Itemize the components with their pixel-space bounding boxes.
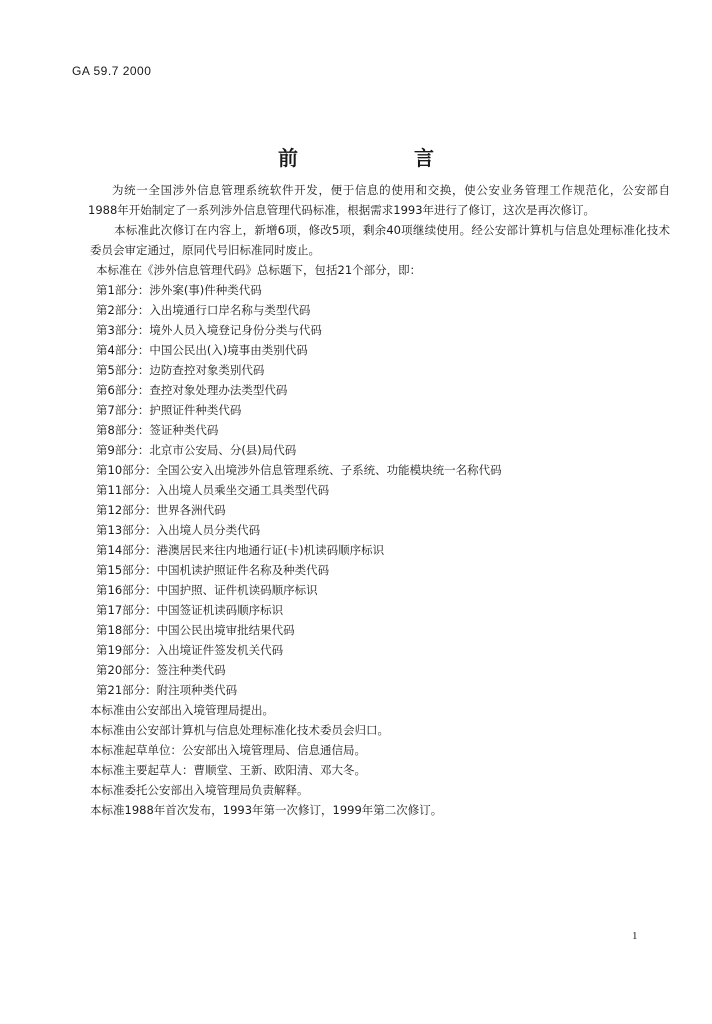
note-line: 本标准起草单位：公安部出入境管理局、信息通信局。 <box>90 743 366 757</box>
part-item: 第10部分：全国公安入出境涉外信息管理系统、子系统、功能模块统一名称代码 <box>96 463 502 477</box>
part-item: 第17部分：中国签证机读码顺序标识 <box>96 603 284 617</box>
part-item: 第12部分：世界各洲代码 <box>96 503 226 517</box>
part-item: 第9部分：北京市公安局、分(县)局代码 <box>96 443 297 457</box>
part-item: 第20部分：签注种类代码 <box>96 663 226 677</box>
document-body <box>90 180 670 820</box>
part-item: 第2部分：入出境通行口岸名称与类型代码 <box>96 303 311 317</box>
note-line: 本标准1988年首次发布，1993年第一次修订，1999年第二次修订。 <box>90 803 443 817</box>
part-item: 第4部分：中国公民出(入)境事由类别代码 <box>96 343 308 357</box>
note-line: 本标准由公安部出入境管理局提出。 <box>90 703 274 717</box>
part-item: 第1部分：涉外案(事)件种类代码 <box>96 283 262 297</box>
preface-paragraph: 为统一全国涉外信息管理系统软件开发，便于信息的使用和交换，使公安业务管理工作规范化，公安部自1988年开始制定了一系列涉外信息管理代码标准，根据需求1993年进行了修订，这次是再次修订。 <box>88 183 670 217</box>
part-item: 第14部分：港澳居民来往内地通行证(卡)机读码顺序标识 <box>96 543 385 557</box>
note-line: 本标准委托公安部出入境管理局负责解释。 <box>90 783 309 797</box>
part-item: 第18部分：中国公民出境审批结果代码 <box>96 623 295 637</box>
parts-intro: 本标准在《涉外信息管理代码》总标题下，包括21个部分，即： <box>96 263 422 277</box>
part-item: 第3部分：境外人员入境登记身份分类与代码 <box>96 323 322 337</box>
part-item: 第16部分：中国护照、证件机读码顺序标识 <box>96 583 318 597</box>
page-number: 1 <box>632 930 638 942</box>
standard-code: GA 59.7 2000 <box>72 64 152 78</box>
note-line: 本标准主要起草人：曹顺堂、王新、欧阳清、邓大冬。 <box>90 763 366 777</box>
page-title: 前 言 <box>278 146 482 170</box>
part-item: 第8部分：签证种类代码 <box>96 423 219 437</box>
parts-list <box>90 280 670 700</box>
note-line: 本标准由公安部计算机与信息处理标准化技术委员会归口。 <box>90 723 389 737</box>
part-item: 第11部分：入出境人员乘坐交通工具类型代码 <box>96 483 330 497</box>
part-item: 第6部分：查控对象处理办法类型代码 <box>96 383 288 397</box>
part-item: 第7部分：护照证件种类代码 <box>96 403 242 417</box>
part-item: 第15部分：中国机读护照证件名称及种类代码 <box>96 563 330 577</box>
part-item: 第19部分：入出境证件签发机关代码 <box>96 643 284 657</box>
part-item: 第13部分：入出境人员分类代码 <box>96 523 261 537</box>
preface-paragraph: 本标准此次修订在内容上，新增6项，修改5项，剩余40项继续使用。经公安部计算机与信息处理标准化技术委员会审定通过，原同代号旧标准同时废止。 <box>90 223 670 257</box>
part-item: 第5部分：边防查控对象类别代码 <box>96 363 265 377</box>
part-item: 第21部分：附注项种类代码 <box>96 683 238 697</box>
